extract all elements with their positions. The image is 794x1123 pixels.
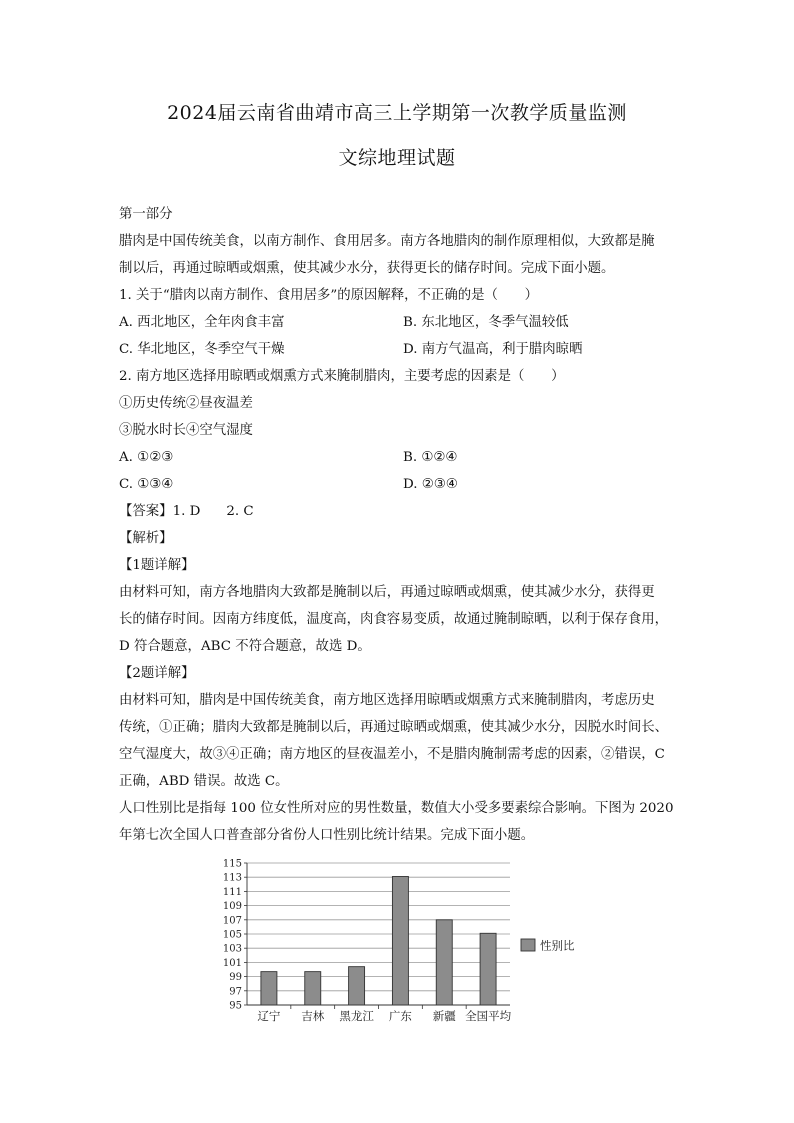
analysis-label: 【解析】 (119, 531, 173, 546)
x-tick-label: 广东 (388, 1009, 412, 1023)
x-tick-label: 全国平均 (465, 1009, 512, 1023)
y-tick-label: 105 (222, 929, 242, 941)
x-tick-label: 辽宁 (257, 1009, 281, 1023)
detail2-line2: 传统，①正确；腊肉大致都是腌制以后，再通过晾晒或烟熏，使其减少水分，因脱水时间长、 (119, 720, 669, 735)
q1-options-row1 (119, 309, 691, 336)
detail2-line4: 正确，ABD 错误。故选 C。 (119, 774, 289, 789)
detail1-label: 【1题详解】 (119, 558, 195, 573)
y-tick-label: 111 (222, 886, 242, 898)
document-body (119, 201, 691, 849)
q2-option-c: C. ①③④ (119, 477, 174, 492)
y-tick-label: 109 (222, 901, 242, 913)
y-tick-label: 107 (222, 915, 242, 927)
detail1-line3: D 符合题意，ABC 不符合题意，故选 D。 (119, 639, 371, 654)
x-tick-label: 新疆 (432, 1009, 456, 1023)
q1-options-row2 (119, 336, 691, 363)
y-tick-label: 113 (222, 872, 242, 884)
section-heading: 第一部分 (119, 207, 173, 222)
legend-swatch (521, 939, 535, 951)
legend-label: 性别比 (540, 938, 575, 953)
y-tick-label: 95 (229, 1000, 242, 1012)
bar-4 (436, 920, 452, 1005)
detail2-label: 【2题详解】 (119, 666, 195, 681)
q2-choices-line2: ③脱水时长④空气湿度 (119, 423, 253, 438)
bar-2 (349, 967, 365, 1005)
q2-options-row2 (119, 471, 691, 498)
answer-label: 【答案】 (119, 504, 173, 519)
bar-1 (305, 972, 321, 1005)
x-tick-label: 吉林 (301, 1009, 325, 1023)
q1-option-c: C. 华北地区，冬季空气干燥 (119, 342, 285, 357)
bar-3 (392, 876, 408, 1005)
bar-5 (480, 933, 496, 1005)
q2-option-d: D. ②③④ (403, 477, 458, 492)
q1-option-b: B. 东北地区，冬季气温较低 (403, 315, 569, 330)
q1-stem: 1. 关于“腊肉以南方制作、食用居多”的原因解释，不正确的是（ ） (119, 288, 539, 303)
intro2-line1: 人口性别比是指每 100 位女性所对应的男性数量，数值大小受多要素综合影响。下图为 2020 (119, 801, 674, 816)
detail1-line2: 长的储存时间。因南方纬度低，温度高，肉食容易变质，故通过腌制晾晒，以利于保存食用， (119, 612, 669, 627)
page-subtitle: 文综地理试题 (338, 147, 456, 169)
q2-options-row1 (119, 444, 691, 471)
detail2-line1: 由材料可知，腊肉是中国传统美食，南方地区选择用晾晒或烟熏方式来腌制腊肉，考虑历史 (119, 693, 655, 708)
answer-line (119, 498, 691, 525)
y-tick-label: 101 (222, 957, 242, 969)
q2-stem: 2. 南方地区选择用晾晒或烟熏方式来腌制腊肉，主要考虑的因素是（ ） (119, 369, 565, 384)
q1-option-a: A. 西北地区，全年肉食丰富 (119, 315, 285, 330)
answer-1: 1. D (172, 504, 201, 519)
q2-choices-line1: ①历史传统②昼夜温差 (119, 396, 253, 411)
intro2-line2: 年第七次全国人口普查部分省份人口性别比统计结果。完成下面小题。 (119, 828, 535, 843)
intro1-line1: 腊肉是中国传统美食，以南方制作、食用居多。南方各地腊肉的制作原理相似，大致都是腌 (119, 234, 655, 249)
bar-0 (261, 972, 277, 1005)
x-tick-label: 黑龙江 (339, 1009, 374, 1023)
q1-option-d: D. 南方气温高，利于腊肉晾晒 (403, 342, 583, 357)
y-tick-label: 97 (229, 986, 242, 998)
sex-ratio-chart-svg (214, 852, 594, 1027)
y-tick-label: 99 (229, 972, 242, 984)
page-title: 2024届云南省曲靖市高三上学期第一次教学质量监测 (167, 102, 627, 124)
answer-2: 2. C (226, 504, 254, 519)
q2-option-a: A. ①②③ (119, 450, 174, 465)
intro1-line2: 制以后，再通过晾晒或烟熏，使其减少水分，获得更长的储存时间。完成下面小题。 (119, 261, 615, 276)
detail1-line1: 由材料可知，南方各地腊肉大致都是腌制以后，再通过晾晒或烟熏，使其减少水分，获得更 (119, 585, 655, 600)
detail2-line3: 空气湿度大，故③④正确；南方地区的昼夜温差小，不是腊肉腌制需考虑的因素，②错误，C (119, 747, 665, 762)
y-tick-label: 103 (222, 943, 242, 955)
y-tick-label: 115 (222, 858, 242, 870)
sex-ratio-chart (214, 852, 594, 1027)
q2-option-b: B. ①②④ (403, 450, 458, 465)
